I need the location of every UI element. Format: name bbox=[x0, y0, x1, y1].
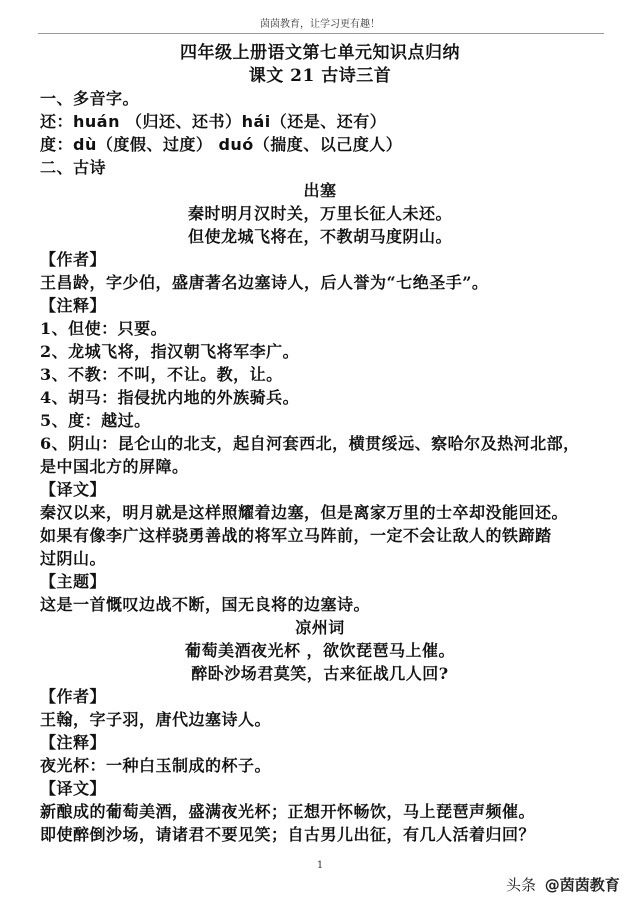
poem-title: 出塞 bbox=[303, 181, 337, 200]
polyphone-du bbox=[40, 134, 610, 156]
example-words: （归还、还书） bbox=[119, 112, 242, 131]
example-words: （揣度、以己度人） bbox=[253, 135, 403, 154]
theme-text: 这是一首慨叹边战不断，国无良将的边塞诗。 bbox=[40, 595, 371, 614]
document-title: 四年级上册语文第七单元知识点归纳 bbox=[180, 43, 460, 63]
notes-label: 【注释】 bbox=[40, 296, 107, 315]
note-item: 3、不教：不叫，不让。教，让。 bbox=[40, 365, 283, 384]
author-label: 【作者】 bbox=[40, 250, 107, 269]
section-heading-poems: 二、古诗 bbox=[40, 158, 107, 177]
note-item: 1、但使：只要。 bbox=[40, 319, 168, 338]
example-words: （度假、过度） bbox=[96, 135, 219, 154]
page-number: 1 bbox=[316, 860, 324, 871]
note-item-continued: 是中国北方的屏障。 bbox=[40, 457, 189, 476]
translation-text: 秦汉以来，明月就是这样照耀着边塞，但是离家万里的士卒却没能回还。 bbox=[40, 503, 569, 522]
header-divider bbox=[38, 33, 604, 34]
note-item: 4、胡马：指侵扰内地的外族骑兵。 bbox=[40, 388, 300, 407]
pinyin: dù bbox=[73, 135, 97, 154]
watermark-account: @茵茵教育 bbox=[544, 876, 620, 894]
pinyin: huán bbox=[73, 112, 120, 131]
translation-text: 即使醉倒沙场，请诸君不要见笑；自古男儿出征，有几人活着归回？ bbox=[40, 825, 536, 844]
example-words: （还是、还有） bbox=[270, 112, 387, 131]
note-item: 2、龙城飞将，指汉朝飞将军李广。 bbox=[40, 342, 300, 361]
translation-text: 如果有像李广这样骁勇善战的将军立马阵前，一定不会让敌人的铁蹄踏 bbox=[40, 526, 552, 545]
translation-text: 新酿成的葡萄美酒，盛满夜光杯；正想开怀畅饮，马上琵琶声频催。 bbox=[40, 802, 536, 821]
notes-label: 【注释】 bbox=[40, 733, 107, 752]
note-item: 5、度：越过。 bbox=[40, 411, 151, 430]
author-label: 【作者】 bbox=[40, 687, 107, 706]
note-item: 夜光杯：一种白玉制成的杯子。 bbox=[40, 756, 272, 775]
polyphone-char: 还： bbox=[40, 112, 74, 131]
translation-text: 过阴山。 bbox=[40, 549, 107, 568]
translation-label: 【译文】 bbox=[40, 480, 107, 499]
poem-line: 秦时明月汉时关，万里长征人未还。 bbox=[187, 204, 452, 223]
header-tagline: 茵茵教育，让学习更有趣！ bbox=[260, 19, 380, 30]
translation-label: 【译文】 bbox=[40, 779, 107, 798]
author-text: 王昌龄，字少伯，盛唐著名边塞诗人，后人誉为“七绝圣手”。 bbox=[40, 273, 489, 292]
poem-line: 葡萄美酒夜光杯 ，欲饮琵琶马上催。 bbox=[184, 641, 456, 660]
poem-title: 凉州词 bbox=[295, 618, 345, 637]
note-item: 6、阴山：昆仑山的北支，起自河套西北，横贯绥远、察哈尔及热河北部， bbox=[40, 434, 580, 453]
watermark-separator bbox=[538, 876, 543, 894]
author-text: 王翰，字子羽，唐代边塞诗人。 bbox=[40, 710, 272, 729]
watermark bbox=[506, 874, 620, 895]
poem-line: 但使龙城飞将在，不教胡马度阴山。 bbox=[187, 227, 452, 246]
polyphone-char: 度： bbox=[40, 135, 74, 154]
polyphone-huan bbox=[40, 111, 610, 133]
theme-label: 【主题】 bbox=[40, 572, 107, 591]
poem-line: 醉卧沙场君莫笑，古来征战几人回? bbox=[191, 664, 449, 683]
pinyin: hái bbox=[241, 112, 271, 131]
pinyin: duó bbox=[218, 135, 254, 154]
lesson-title: 课文 21 古诗三首 bbox=[248, 66, 392, 86]
section-heading-polyphones: 一、多音字。 bbox=[40, 89, 140, 108]
watermark-brand: 头条 bbox=[506, 876, 537, 894]
